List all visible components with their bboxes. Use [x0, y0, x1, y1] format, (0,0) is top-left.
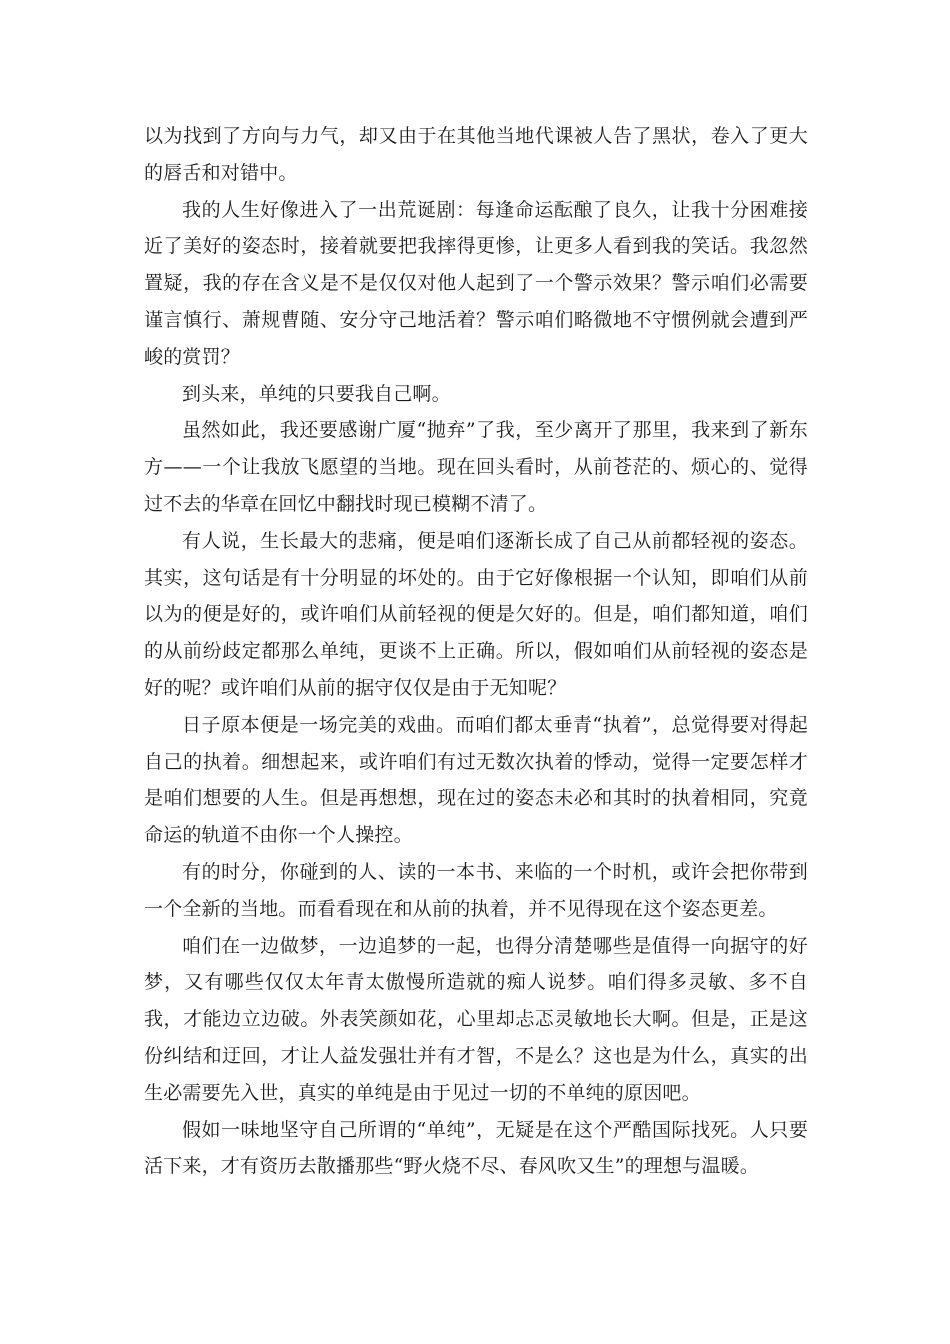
paragraph-2: 我的人生好像进入了一出荒诞剧：每逢命运酝酿了良久，让我十分困难接近了美好的姿态时，接着就要把我摔得更惨，让更多人看到我的笑话。我忽然置疑，我的存在含义是不是仅仅对他人起到了一个警示效果？警示咱们必需要谨言慎行、萧规曹随、安分守己地活着？警示咱们略微地不守惯例就会遭到严峻的赏罚？: [144, 198, 808, 368]
paragraph-5: 有人说，生长最大的悲痛，便是咱们逐渐长成了自己从前都轻视的姿态。其实，这句话是有十分明显的坏处的。由于它好像根据一个认知，即咱们从前以为的便是好的，或许咱们从前轻视的便是欠好的。但是，咱们都知道，咱们的从前纷歧定都那么单纯，更谈不上正确。所以，假如咱们从前轻视的姿态是好的呢？或许咱们从前的据守仅仅是由于无知呢？: [144, 529, 808, 699]
document-body: [144, 118, 808, 1185]
paragraph-9: 假如一味地坚守自己所谓的“单纯”，无疑是在这个严酷国际找死。人只要活下来，才有资历去散播那些“野火烧不尽、春风吹又生”的理想与温暖。: [144, 1118, 808, 1178]
paragraph-7: 有的时分，你碰到的人、读的一本书、来临的一个时机，或许会把你带到一个全新的当地。而看看现在和从前的执着，并不见得现在这个姿态更差。: [144, 860, 808, 920]
paragraph-3: 到头来，单纯的只要我自己啊。: [182, 382, 451, 405]
paragraph-6: 日子原本便是一场完美的戏曲。而咱们都太垂青“执着”，总觉得要对得起自己的执着。细想起来，或许咱们有过无数次执着的悸动，觉得一定要怎样才是咱们想要的人生。但是再想想，现在过的姿态未必和其时的执着相同，究竟命运的轨道不由你一个人操控。: [144, 713, 808, 847]
paragraph-4: 虽然如此，我还要感谢广厦“抛弃”了我，至少离开了那里，我来到了新东方——一个让我放飞愿望的当地。现在回头看时，从前苍茫的、烦心的、觉得过不去的华章在回忆中翻找时现已模糊不清了。: [144, 419, 808, 515]
paragraph-1: 以为找到了方向与力气，却又由于在其他当地代课被人告了黑状，卷入了更大的唇舌和对错中。: [144, 125, 808, 184]
paragraph-8: 咱们在一边做梦，一边追梦的一起，也得分清楚哪些是值得一向据守的好梦，又有哪些仅仅太年青太傲慢所造就的痴人说梦。咱们得多灵敏、多不自我，才能边立边破。外表笑颜如花，心里却忐忑灵敏地长大啊。但是，正是这份纠结和迂回，才让人益发强壮并有才智，不是么？这也是为什么，真实的出生必需要先入世，真实的单纯是由于见过一切的不单纯的原因吧。: [144, 934, 808, 1104]
